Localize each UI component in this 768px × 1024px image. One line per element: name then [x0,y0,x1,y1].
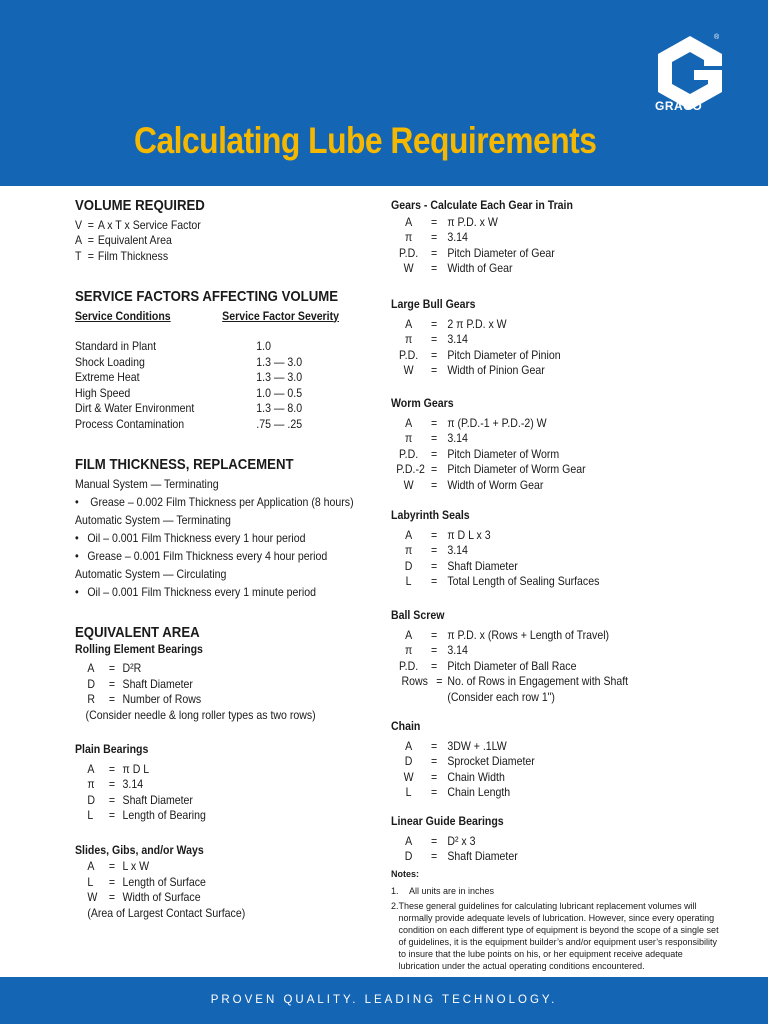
formula-line: A = 2 π P.D. x W [405,316,507,331]
subsection-title: Plain Bearings [75,742,149,756]
formula-line: W = Width of Worm Gear [403,477,544,492]
formula-line: D = Shaft Diameter [87,792,193,807]
formula-line: L = Length of Bearing [87,808,206,822]
formula-line: π = 3.14 [404,543,468,557]
ball-screw-section [391,608,628,705]
formula-line: A = π P.D. x W [405,214,498,229]
footer-banner [0,977,768,1024]
formula-line: π = 3.14 [404,332,468,346]
subsection-title: Large Bull Gears [391,297,476,311]
note-item: 2. These general guidelines for calculating lubricant replacement volumes will normally provide adequate levels of lubrication. However, since every operating condition on each different type of equipment is beyond the scope of a single set of guidelines, it is the equipment builder’s and/or equipment user’s responsibility to insure that the lube points on his, or her equipment receive adequate lubrication under the actual operating conditions encountered. [391,901,719,971]
formula-line: R = Number of Rows [87,692,202,706]
table-row: Standard in Plant 1.0 [75,339,271,353]
section-heading: VOLUME REQUIRED [75,197,205,214]
formula-line: A = π P.D. x (Rows + Length of Travel) [405,627,610,642]
subsection-title: Labyrinth Seals [391,508,470,522]
formula-line: Rows = No. of Rows in Engagement with Shaft [401,674,629,688]
formula-line: A = π D L [87,761,150,776]
formula-line: D = Shaft Diameter [404,558,518,573]
labyrinth-seals-section [391,508,599,590]
footer-tagline: PROVEN QUALITY. LEADING TECHNOLOGY. [210,994,558,1006]
formula-line: A = D² x 3 [405,833,476,848]
trademark-symbol: ® [714,34,720,41]
note-text: (Consider each row 1") [447,689,555,704]
service-factors-section [75,289,339,432]
note-item: 1. All units are in inches [391,886,495,896]
table-row: Process Contamination .75 — .25 [75,416,303,431]
formula-line: W = Width of Pinion Gear [403,363,545,377]
section-heading: FILM THICKNESS, REPLACEMENT [75,456,294,473]
section-heading: SERVICE FACTORS AFFECTING VOLUME [75,288,339,305]
chain-section [391,719,535,801]
formula-line: L = Length of Surface [87,874,206,889]
subsection-title: Rolling Element Bearings [75,641,203,656]
gears-section [391,198,573,277]
formula-line: A = π D L x 3 [405,527,491,542]
page-title: Calculating Lube Requirements [134,120,597,161]
header-banner [0,0,768,186]
list-item: Manual System — Terminating [75,477,219,491]
service-table [75,339,339,432]
notes-section [391,868,721,972]
formula-line: A = L x W [87,859,150,873]
formula-line: W = Width of Gear [403,261,513,275]
note-text: (Consider needle & long roller types as two rows) [85,707,316,722]
bull-gears-section [391,297,561,379]
subsection-title: Worm Gears [391,396,454,410]
formula-line: A = π (P.D.-1 + P.D.-2) W [405,415,547,430]
worm-gears-section [391,396,586,493]
subsection-title: Linear Guide Bearings [391,814,504,828]
formula-line: π = 3.14 [404,431,468,445]
formula-line: L = Total Length of Sealing Surfaces [405,574,600,588]
formula-line: A = 3DW + .1LW [405,738,507,753]
subsection-title: Chain [391,719,421,733]
formula-line: π = 3.14 [87,777,144,791]
list-item: Automatic System — Circulating [75,567,227,581]
formula-line: π = 3.14 [404,643,468,657]
formula-line: D = Shaft Diameter [404,849,518,863]
equivalent-area-section [75,625,316,921]
formula-line: D = Sprocket Diameter [404,754,535,768]
subsection-title: Slides, Gibs, and/or Ways [75,842,204,857]
formula-line: V = A x T x Service Factor [75,217,201,232]
volume-required-section [75,198,205,264]
table-row: Dirt & Water Environment 1.3 — 8.0 [75,401,303,415]
list-item: • Grease – 0.001 Film Thickness every 4 hour period [75,549,328,563]
notes-title: Notes: [391,869,420,879]
formula-line: P.D. = Pitch Diameter of Ball Race [399,658,577,673]
table-row: High Speed 1.0 — 0.5 [75,385,303,400]
list-item: • Grease – 0.002 Film Thickness per Application (8 hours) [75,495,354,509]
formula-line: P.D. = Pitch Diameter of Pinion [399,347,561,362]
section-heading: EQUIVALENT AREA [75,624,200,641]
formula-line: π = 3.14 [404,230,468,244]
formula-line: P.D. = Pitch Diameter of Worm [399,446,560,461]
formula-line: D = Shaft Diameter [87,676,193,691]
subsection-title: Gears - Calculate Each Gear in Train [391,198,573,212]
formula-line: W = Width of Surface [87,890,201,904]
table-row: Shock Loading 1.3 — 3.0 [75,354,303,369]
formula-line: W = Chain Width [403,769,505,784]
note-text: (Area of Largest Contact Surface) [87,905,246,920]
list-item: • Oil – 0.001 Film Thickness every 1 hour period [75,531,306,545]
brand-name: GRACO [655,99,703,113]
formula-line: P.D.-2 = Pitch Diameter of Worm Gear [396,462,586,476]
formula-line: P.D. = Pitch Diameter of Gear [399,245,555,260]
subsection-title: Ball Screw [391,608,445,622]
film-thickness-section [75,456,354,601]
formula-line: A = D²R [87,661,142,675]
table-header: Service Conditions Service Factor Severity [75,308,339,323]
table-row: Extreme Heat 1.3 — 3.0 [75,370,303,384]
formula-line: L = Chain Length [405,785,511,799]
formula-line: T = Film Thickness [75,248,169,263]
list-item: Automatic System — Terminating [75,513,231,527]
formula-line: A = Equivalent Area [75,233,172,247]
list-item: • Oil – 0.001 Film Thickness every 1 minute period [75,585,317,599]
linear-guide-section [391,814,518,865]
